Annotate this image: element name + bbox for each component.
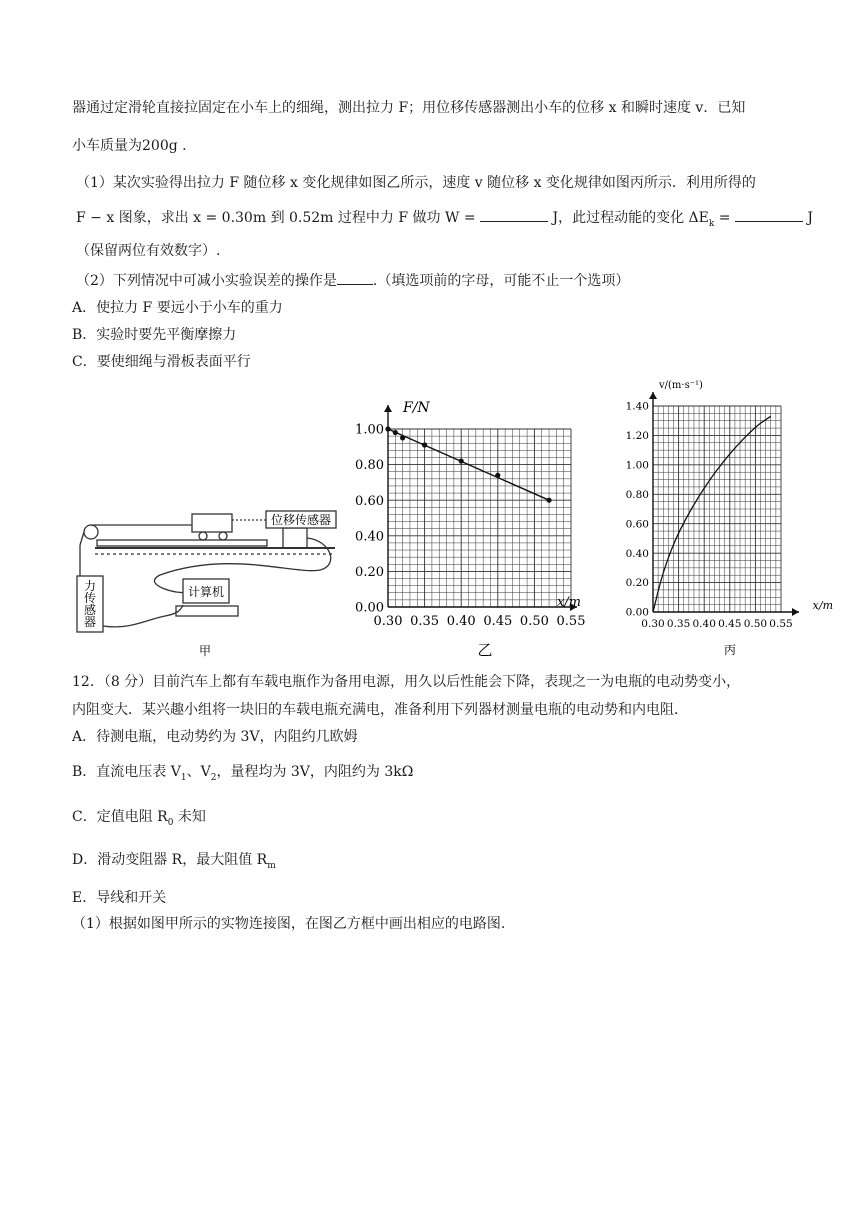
figure-yi xyxy=(345,380,585,662)
figure-jia xyxy=(70,380,345,662)
y-tick-label: 0.20 xyxy=(625,577,649,590)
force-sensor-char-3: 感 xyxy=(83,603,97,617)
keyboard xyxy=(176,606,238,616)
q2-text-end: .（填选项前的字母，可能不止一个选项） xyxy=(372,273,630,289)
y-tick-label: 0.80 xyxy=(625,488,649,501)
force-sensor-char-4: 器 xyxy=(83,615,97,629)
q1-line-b xyxy=(76,207,813,234)
q12-option-c xyxy=(72,807,206,833)
q1-energy-eq: = xyxy=(714,210,731,226)
y-tick-label: 0.40 xyxy=(355,529,384,545)
y-tick-label: 0.40 xyxy=(625,547,649,560)
q2-line xyxy=(76,270,629,291)
data-point xyxy=(546,498,551,503)
y-tick-label: 1.40 xyxy=(625,400,649,413)
apparatus-diagram xyxy=(70,380,345,662)
q12-option-a: A．待测电瓶，电动势约为 3V，内阻约几欧姆 xyxy=(72,729,358,745)
q1-line-c: （保留两位有效数字）. xyxy=(76,243,221,259)
answer-blank-q2[interactable] xyxy=(337,270,373,285)
data-point xyxy=(400,435,405,440)
x-tick-label: 0.45 xyxy=(483,614,513,629)
data-point xyxy=(495,473,500,478)
y-tick-label: 1.20 xyxy=(625,430,649,443)
x-tick-label: 0.50 xyxy=(519,614,549,629)
q1-unit-j: J xyxy=(807,210,814,226)
y-tick-label: 1.00 xyxy=(355,422,384,438)
x-tick-label: 0.40 xyxy=(446,614,476,629)
x-axis-arrow xyxy=(792,608,799,616)
q1-energy-sub: k xyxy=(708,218,715,229)
y-tick-label: 0.00 xyxy=(355,600,384,616)
q1-work-text: F − x 图象，求出 x = 0.30m 到 0.52m 过程中力 F 做功 W = xyxy=(76,210,476,226)
q12-option-d-text: D．滑动变阻器 R，最大阻值 R xyxy=(72,852,268,868)
computer-label: 计算机 xyxy=(187,585,225,599)
data-point xyxy=(393,430,398,435)
option-b: B．实验时要先平衡摩擦力 xyxy=(72,327,237,343)
answer-blank-work[interactable] xyxy=(480,207,548,222)
q12-option-b-sub2: 2 xyxy=(210,772,217,783)
q12-option-b-text: B．直流电压表 V xyxy=(72,764,181,780)
y-axis-arrow xyxy=(649,392,657,399)
force-sensor-char-1: 力 xyxy=(83,579,97,593)
q12-option-b-sub1: 1 xyxy=(180,772,187,783)
x-tick-label: 0.55 xyxy=(556,614,585,629)
sensor-label: 位移传感器 xyxy=(270,513,332,527)
q12-option-e: E．导线和开关 xyxy=(72,890,167,906)
answer-blank-energy[interactable] xyxy=(735,207,803,222)
x-tick-label: 0.35 xyxy=(410,614,440,629)
pulley xyxy=(84,525,98,539)
q1-line-a: （1）某次实验得出拉力 F 随位移 x 变化规律如图乙所示，速度 v 随位移 x 变化规律如图丙所示．利用所得的 xyxy=(76,175,756,191)
x-tick-label: 0.55 xyxy=(769,618,793,630)
q12-option-b-mid: 、V xyxy=(186,764,211,780)
y-tick-label: 0.80 xyxy=(355,458,384,474)
option-c: C．要使细绳与滑板表面平行 xyxy=(72,354,251,370)
option-a: A．使拉力 F 要远小于小车的重力 xyxy=(72,300,283,316)
y-axis-label: F/N xyxy=(403,400,430,416)
q12-intro-1: 12．（8 分）目前汽车上都有车载电瓶作为备用电源，用久以后性能会下降，表现之一为电瓶的电动势变小， xyxy=(72,674,741,690)
x-tick-label: 0.35 xyxy=(666,618,691,630)
cart xyxy=(192,514,232,532)
figure-bing xyxy=(615,372,835,662)
q12-option-d xyxy=(72,850,276,876)
x-tick-label: 0.40 xyxy=(692,618,716,630)
intro-line-2: 小车质量为200g . xyxy=(72,138,187,154)
velocity-displacement-chart xyxy=(615,372,835,662)
y-axis-label: v/(m·s⁻¹) xyxy=(659,380,703,391)
x-tick-label: 0.45 xyxy=(718,618,742,630)
x-axis-label: x/m xyxy=(812,599,833,612)
y-tick-label: 0.00 xyxy=(625,606,649,619)
force-sensor-char-2: 传 xyxy=(83,591,97,605)
q12-option-b xyxy=(72,762,413,788)
q12-option-d-sub: m xyxy=(267,860,276,871)
data-point xyxy=(385,426,390,431)
q12-option-c-sub: 0 xyxy=(167,817,174,828)
x-axis-label: x/m xyxy=(556,595,581,610)
figure-caption-bing: 丙 xyxy=(723,643,737,657)
q12-option-b-end: ，量程均为 3V，内阻约为 3kΩ xyxy=(216,764,414,780)
q12-question-1: （1）根据如图甲所示的实物连接图，在图乙方框中画出相应的电路图. xyxy=(72,916,506,932)
data-point xyxy=(459,458,464,463)
q12-option-c-end: 未知 xyxy=(173,809,206,825)
x-tick-label: 0.30 xyxy=(641,618,665,630)
q2-text: （2）下列情况中可减小实验误差的操作是 xyxy=(76,273,337,289)
y-tick-label: 1.00 xyxy=(625,459,649,472)
force-displacement-chart xyxy=(345,380,585,662)
y-tick-label: 0.60 xyxy=(355,493,384,509)
y-tick-label: 0.60 xyxy=(625,518,649,531)
q12-option-c-text: C．定值电阻 R xyxy=(72,809,168,825)
figure-caption-jia: 甲 xyxy=(198,644,212,658)
x-tick-label: 0.50 xyxy=(743,618,768,630)
intro-line-1: 器通过定滑轮直接拉固定在小车上的细绳，测出拉力 F；用位移传感器测出小车的位移 x 和瞬时速度 v．已知 xyxy=(72,100,746,116)
y-tick-label: 0.20 xyxy=(355,564,384,580)
x-tick-label: 0.30 xyxy=(373,614,403,629)
data-point xyxy=(422,442,427,447)
figure-caption-yi: 乙 xyxy=(477,641,493,659)
y-axis-arrow xyxy=(384,405,392,412)
q12-intro-2: 内阻变大．某兴趣小组将一块旧的车载电瓶充满电，准备利用下列器材测量电瓶的电动势和内电阻． xyxy=(72,702,688,718)
track xyxy=(97,540,267,546)
q1-energy-text: J，此过程动能的变化 ΔE xyxy=(552,210,709,226)
